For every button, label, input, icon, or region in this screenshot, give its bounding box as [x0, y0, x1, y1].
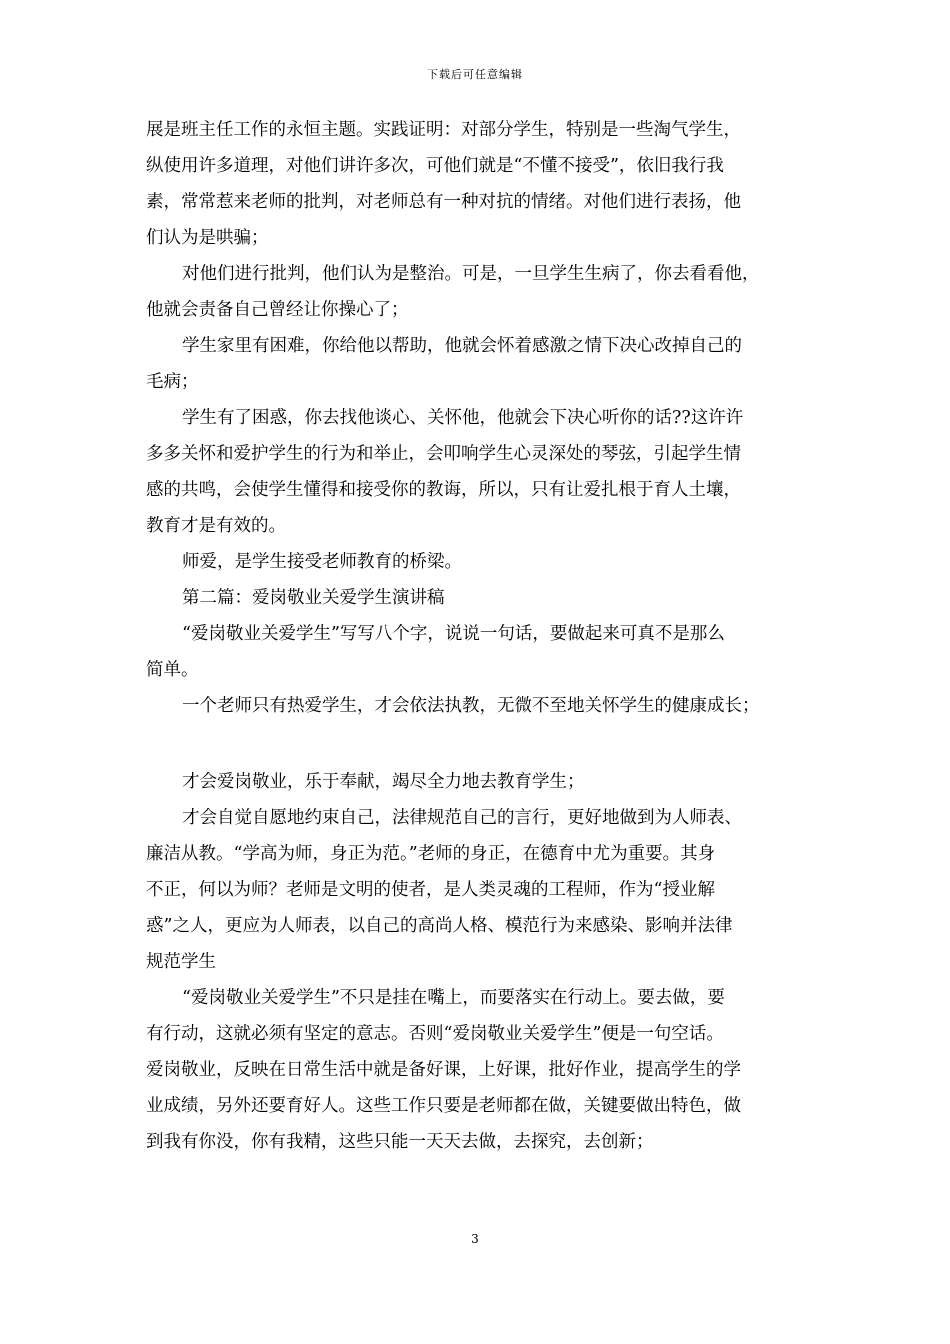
page-number: 3: [471, 1232, 479, 1246]
text-line: 廉洁从教。“学高为师，身正为范。”老师的身正，在德育中尤为重要。其身: [146, 844, 716, 864]
text-line: 学生家里有困难，你给他以帮助，他就会怀着感激之情下决心改掉自己的: [182, 336, 742, 356]
text-line: 纵使用许多道理，对他们讲许多次，可他们就是“不懂不接受”，依旧我行我: [146, 156, 724, 176]
text-line: 师爱，是学生接受老师教育的桥梁。: [182, 552, 462, 572]
text-line: 爱岗敬业，反映在日常生活中就是备好课，上好课，批好作业，提高学生的学: [146, 1060, 741, 1080]
text-line: “爱岗敬业关爱学生”写写八个字，说说一句话，要做起来可真不是那么: [182, 624, 725, 644]
text-line: 不正，何以为师？老师是文明的使者，是人类灵魂的工程师，作为“授业解: [146, 880, 715, 900]
text-line: 展是班主任工作的永恒主题。实践证明：对部分学生，特别是一些淘气学生，: [146, 120, 741, 140]
text-line: 一个老师只有热爱学生，才会依法执教，无微不至地关怀学生的健康成长；: [182, 696, 760, 716]
text-line: 到我有你没，你有我精，这些只能一天天去做，去探究，去创新；: [146, 1132, 654, 1152]
text-line: 多多关怀和爱护学生的行为和举止，会叩响学生心灵深处的琴弦，引起学生情: [146, 444, 741, 464]
text-line: 简单。: [146, 660, 199, 680]
text-line: 业成绩，另外还要育好人。这些工作只要是老师都在做，关键要做出特色，做: [146, 1096, 741, 1116]
text-line: 毛病；: [146, 372, 199, 392]
text-line: “爱岗敬业关爱学生”不只是挂在嘴上，而要落实在行动上。要去做，要: [182, 988, 725, 1008]
text-line: 素，常常惹来老师的批判，对老师总有一种对抗的情绪。对他们进行表扬，他: [146, 192, 741, 212]
text-line: 有行动，这就必须有坚定的意志。否则“爱岗敬业关爱学生”便是一句空话。: [146, 1024, 724, 1044]
text-line: 教育才是有效的。: [146, 516, 286, 536]
page-header: 下载后可任意编辑: [427, 68, 523, 81]
text-line: 规范学生: [146, 952, 216, 972]
section-heading: 第二篇：爱岗敬业关爱学生演讲稿: [182, 588, 445, 608]
text-line: 们认为是哄骗；: [146, 228, 269, 248]
text-line: 对他们进行批判，他们认为是整治。可是，一旦学生生病了，你去看看他，: [182, 264, 760, 284]
text-line: 惑”之人，更应为人师表，以自己的高尚人格、模范行为来感染、影响并法律: [146, 916, 733, 936]
text-line: 学生有了困惑，你去找他谈心、关怀他，他就会下决心听你的话??这许许: [182, 408, 744, 428]
text-line: 才会爱岗敬业，乐于奉献，竭尽全力地去教育学生；: [182, 772, 585, 792]
text-line: 才会自觉自愿地约束自己，法律规范自己的言行，更好地做到为人师表、: [182, 808, 742, 828]
text-line: 他就会责备自己曾经让你操心了；: [146, 300, 409, 320]
text-line: 感的共鸣，会使学生懂得和接受你的教诲，所以，只有让爱扎根于育人土壤，: [146, 480, 741, 500]
